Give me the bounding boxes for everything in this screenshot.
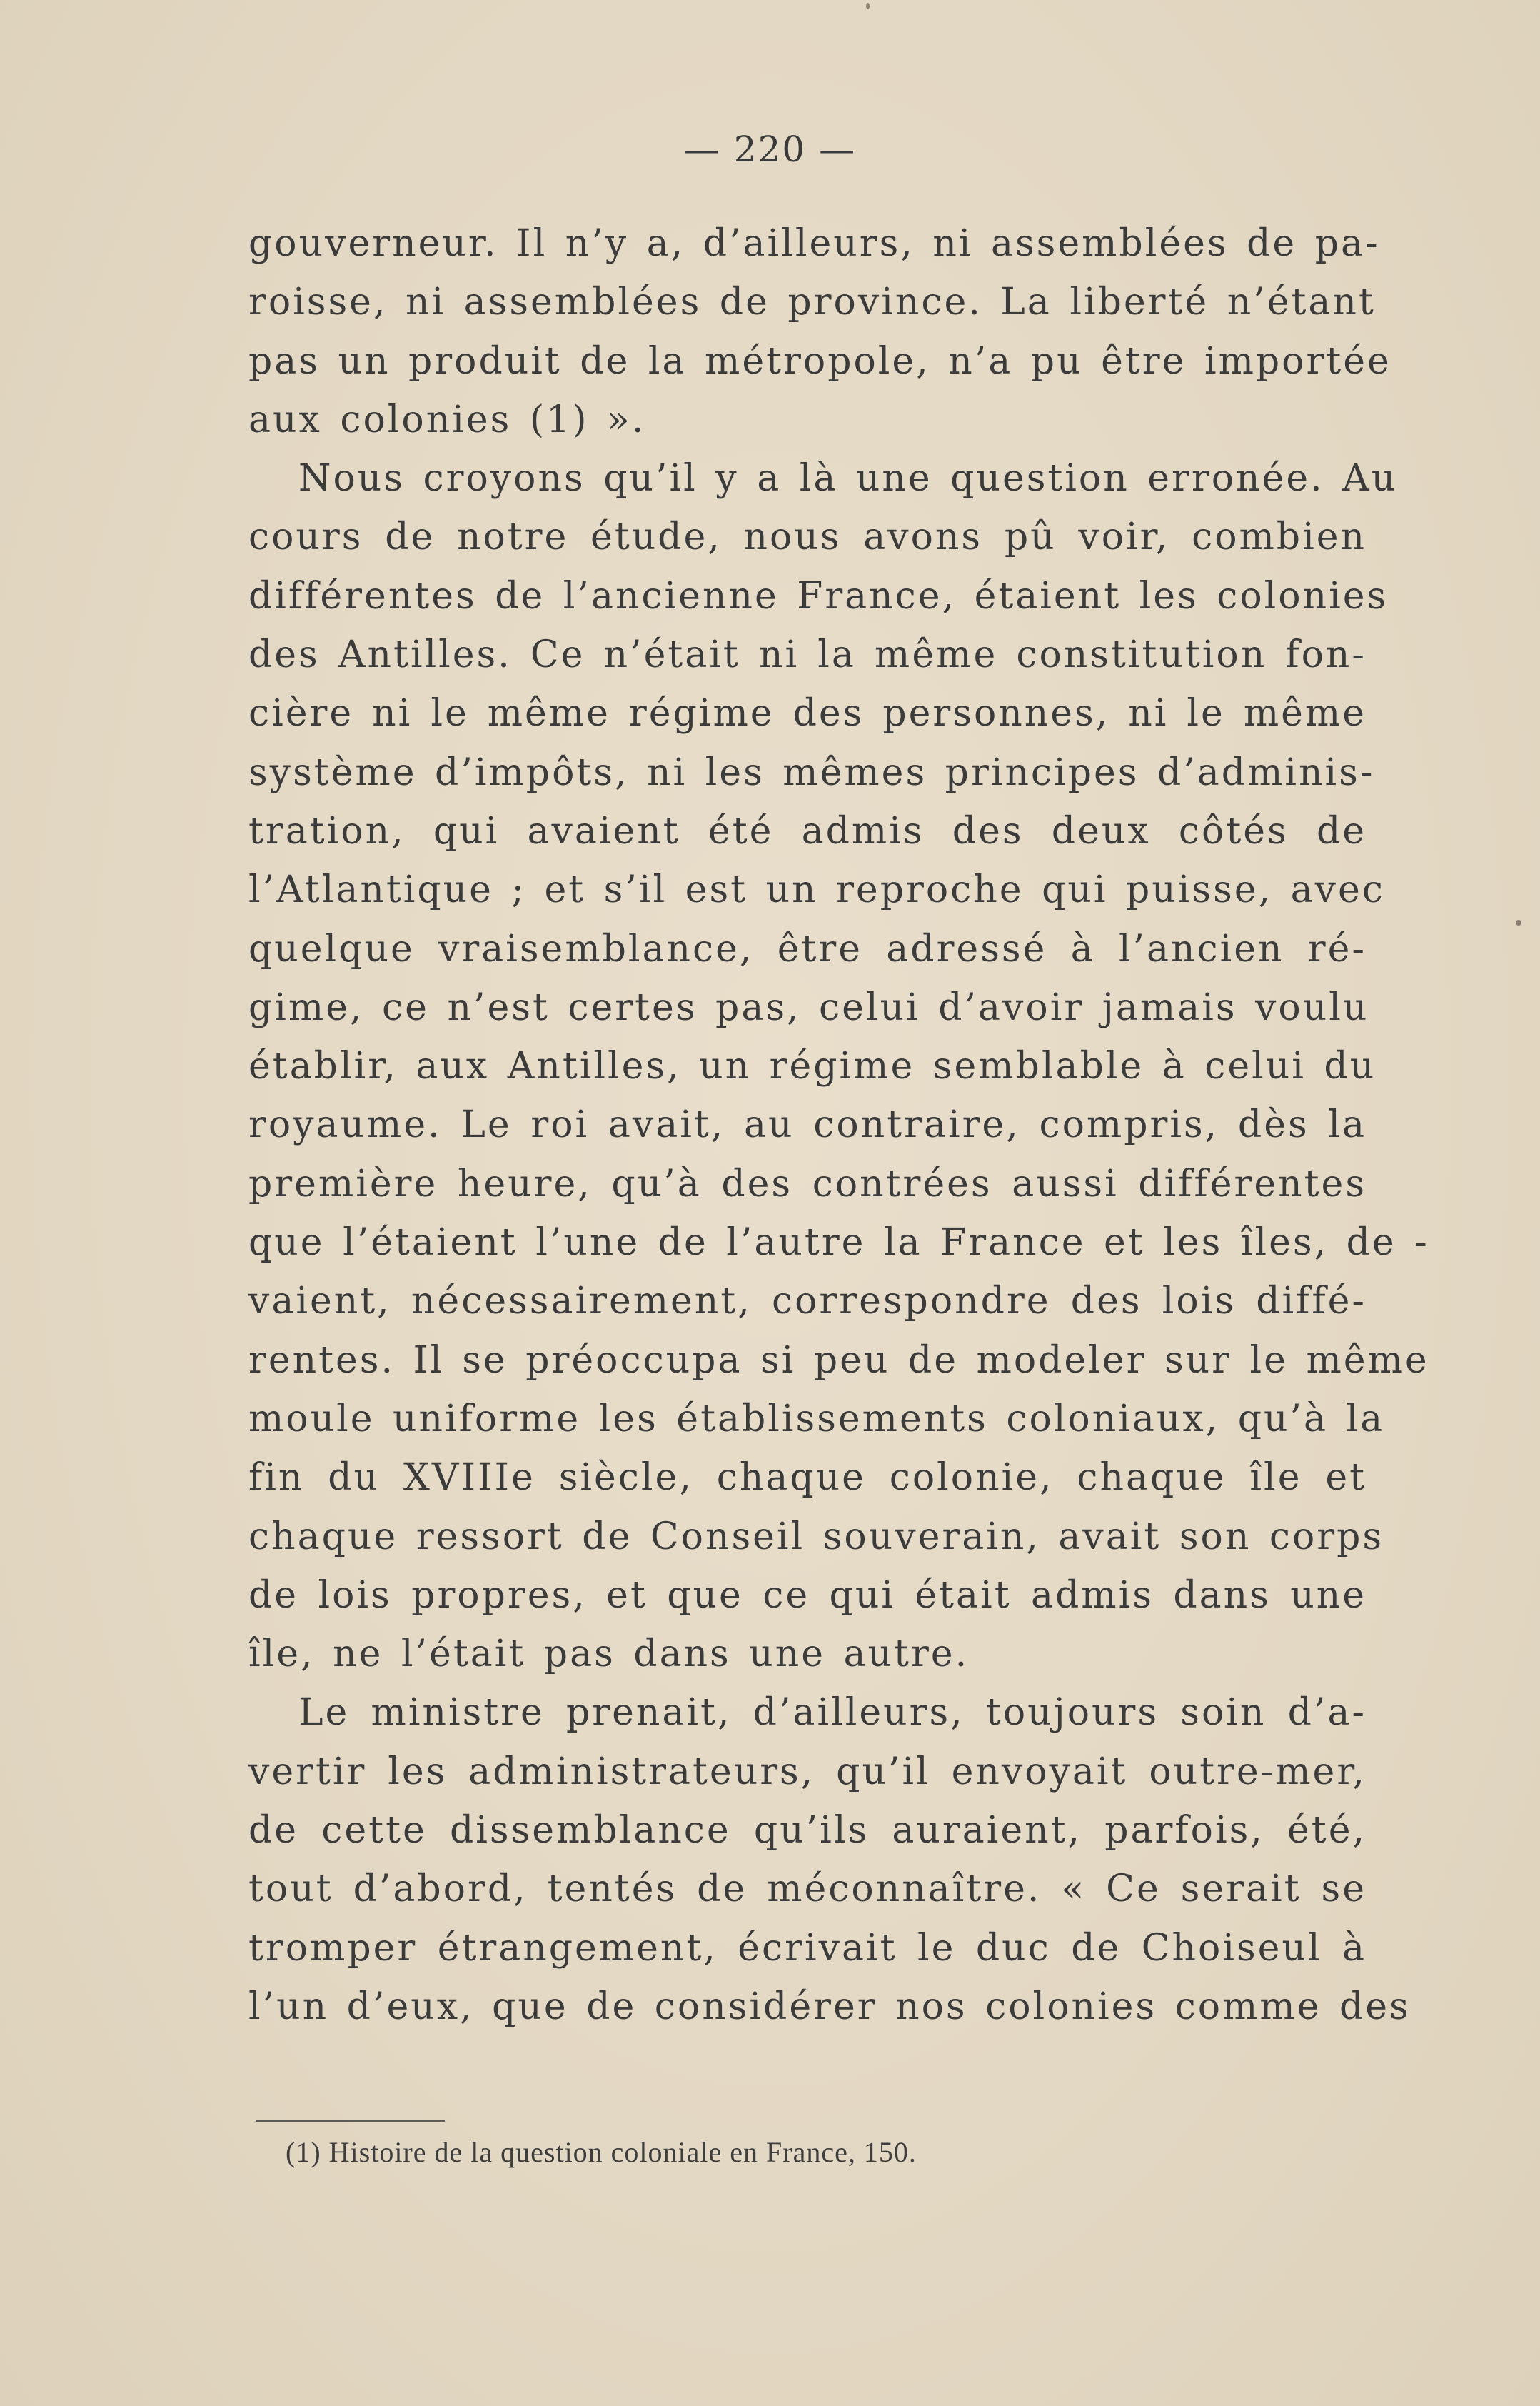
text-line: Nous croyons qu’il y a là une question erronée. Au — [298, 457, 1398, 501]
text-line: Le ministre prenait, d’ailleurs, toujours soin d’a- — [298, 1691, 1367, 1735]
paragraph-1 — [248, 214, 1391, 449]
paragraph-3 — [248, 1683, 1411, 2036]
text-line: aux colonies (1) ». — [248, 398, 646, 441]
text-line: tromper étrangement, écrivait le duc de Choiseul à — [248, 1926, 1367, 1970]
text-line: de lois propres, et que ce qui était admis dans une — [248, 1573, 1367, 1617]
text-line: des Antilles. Ce n’était ni la même constitution fon- — [248, 633, 1367, 677]
text-line: royaume. Le roi avait, au contraire, compris, dès la — [248, 1103, 1367, 1147]
paragraph-2 — [248, 449, 1429, 1683]
text-line: cours de notre étude, nous avons pû voir, combien — [248, 516, 1367, 559]
text-line: première heure, qu’à des contrées aussi différentes — [248, 1162, 1367, 1205]
text-line: système d’impôts, ni les mêmes principes d’adminis- — [248, 751, 1375, 794]
text-line: cière ni le même régime des personnes, ni le même — [248, 692, 1367, 736]
text-line: fin du XVIIIe siècle, chaque colonie, chaque île et — [248, 1456, 1367, 1500]
text-line: que l’étaient l’une de l’autre la France et les îles, de - — [248, 1221, 1429, 1265]
text-line: chaque ressort de Conseil souverain, avait son corps — [248, 1515, 1384, 1558]
footnote: (1) Histoire de la question coloniale en France, 150. — [286, 2136, 917, 2168]
text-line: vertir les administrateurs, qu’il envoyait outre-mer, — [248, 1750, 1367, 1793]
text-line: de cette dissemblance qu’ils auraient, parfois, été, — [248, 1809, 1367, 1853]
text-line: l’Atlantique ; et s’il est un reproche qui puisse, avec — [248, 868, 1385, 912]
text-line: rentes. Il se préoccupa si peu de modeler sur le même — [248, 1338, 1429, 1382]
text-line: pas un produit de la métropole, n’a pu être importée — [248, 339, 1391, 383]
body-text — [248, 214, 1429, 2036]
text-line: quelque vraisemblance, être adressé à l’ancien ré- — [248, 927, 1367, 971]
text-line: tout d’abord, tentés de méconnaître. « Ce serait se — [248, 1868, 1367, 1911]
paper-speck — [1516, 920, 1521, 926]
text-line: roisse, ni assemblées de province. La liberté n’étant — [248, 281, 1376, 324]
paper-speck — [866, 3, 870, 9]
text-line: moule uniforme les établissements coloniaux, qu’à la — [248, 1397, 1385, 1440]
text-line: gime, ce n’est certes pas, celui d’avoir jamais voulu — [248, 986, 1369, 1029]
text-line: vaient, nécessairement, correspondre des lois diffé- — [248, 1280, 1367, 1323]
page-number: — 220 — — [683, 129, 857, 170]
text-line: différentes de l’ancienne France, étaient les colonies — [248, 574, 1389, 618]
text-line: île, ne l’était pas dans une autre. — [248, 1633, 970, 1676]
text-line: l’un d’eux, que de considérer nos colonies comme des — [248, 1985, 1411, 2028]
text-line: gouverneur. Il n’y a, d’ailleurs, ni assemblées de pa- — [248, 222, 1380, 265]
text-line: établir, aux Antilles, un régime semblable à celui du — [248, 1045, 1377, 1088]
text-line: tration, qui avaient été admis des deux côtés de — [248, 809, 1367, 853]
footnote-divider — [256, 2120, 445, 2122]
